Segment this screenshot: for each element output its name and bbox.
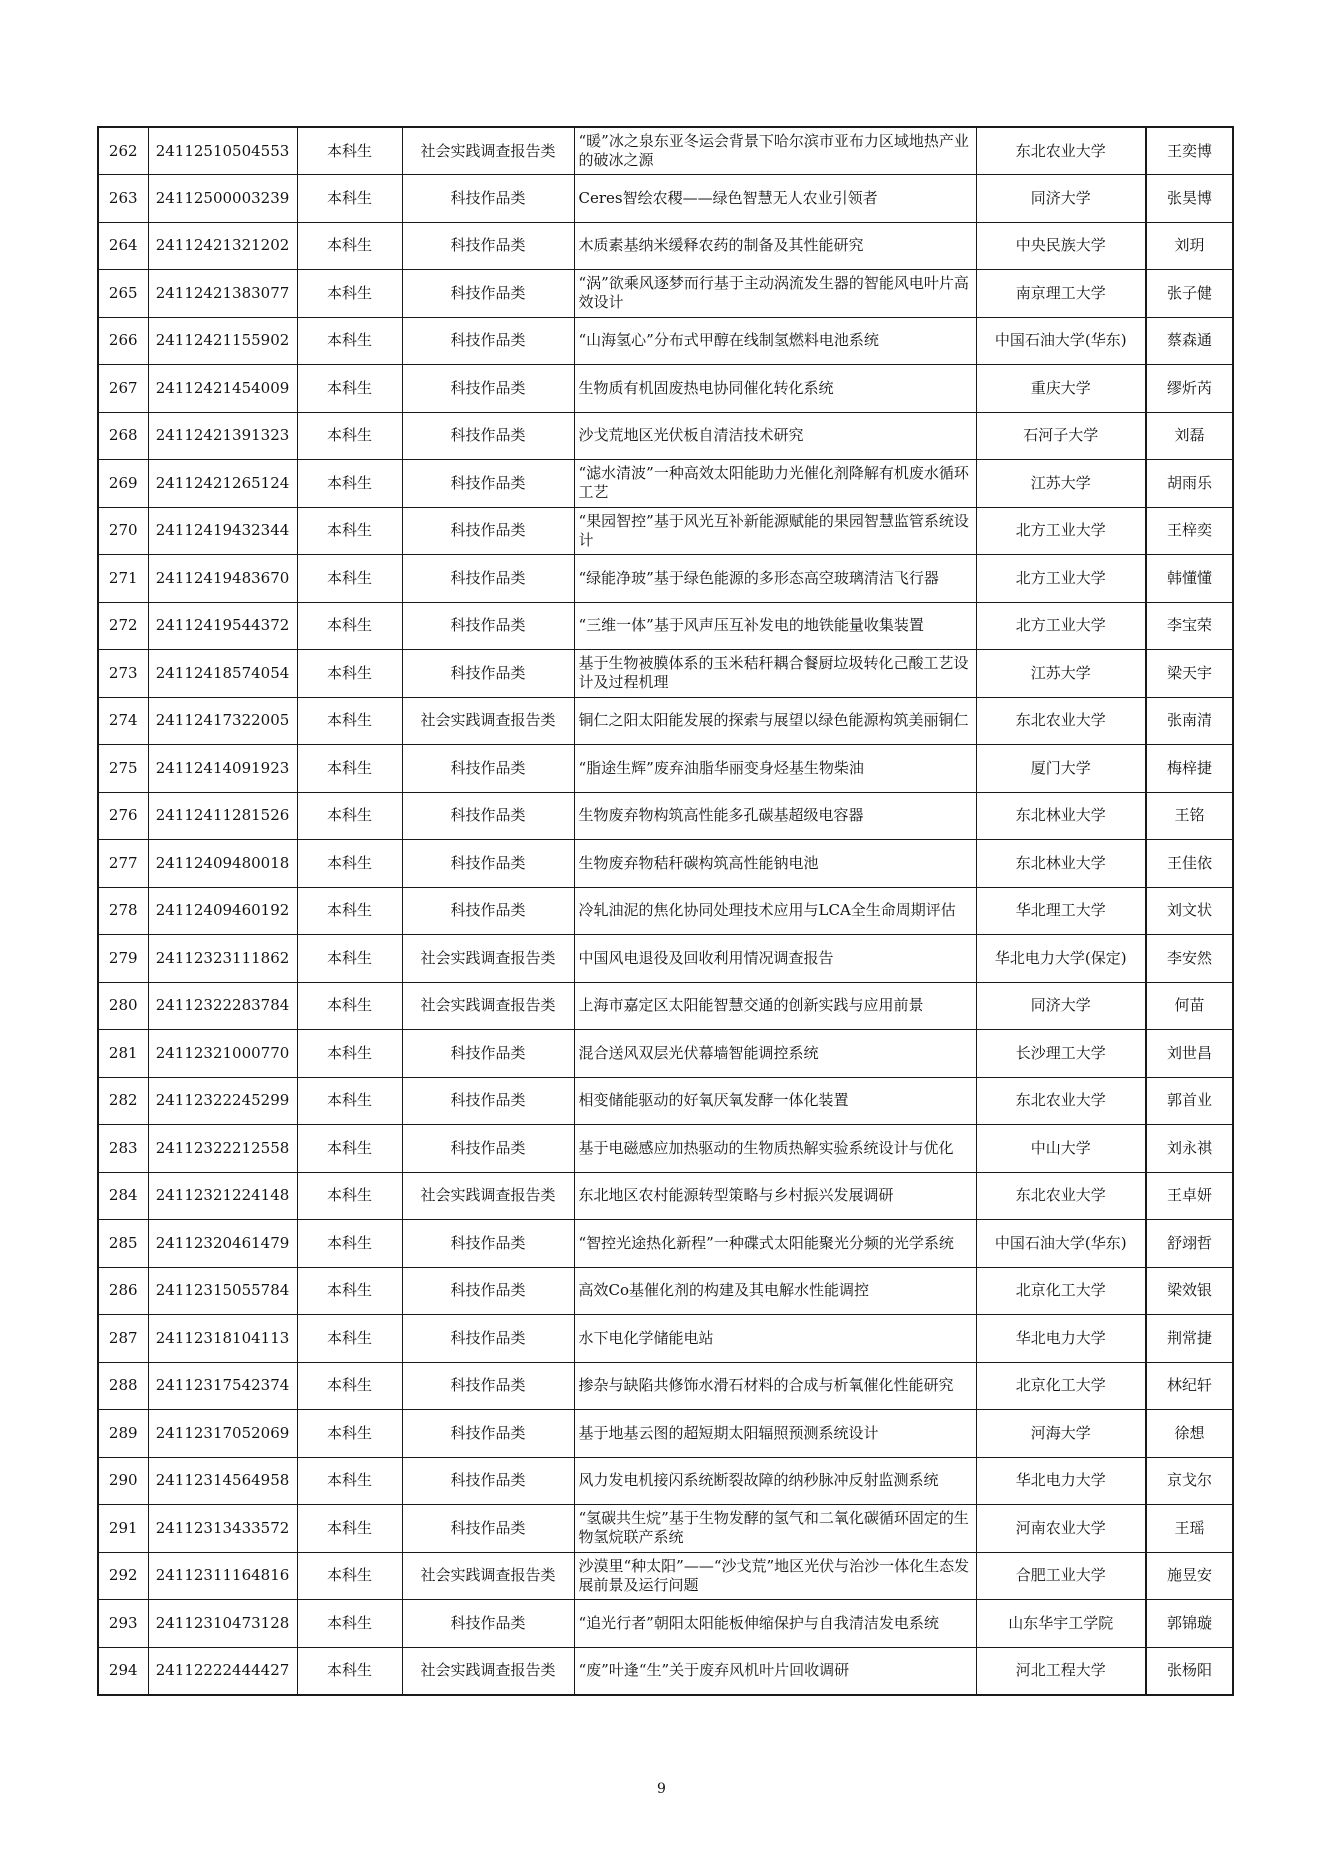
student-level-cell: 本科生 <box>297 1410 402 1458</box>
table-row <box>98 1457 1233 1505</box>
name-cell: 刘永祺 <box>1146 1125 1233 1173</box>
student-level-cell: 本科生 <box>297 507 402 555</box>
entry-title-cell: 生物废弃物秸秆碳构筑高性能钠电池 <box>574 840 976 888</box>
name-cell: 缪炘芮 <box>1146 365 1233 413</box>
row-number-cell: 286 <box>98 1267 148 1315</box>
student-level-cell: 本科生 <box>297 127 402 175</box>
table-row <box>98 175 1233 223</box>
row-number-cell: 278 <box>98 887 148 935</box>
university-cell: 江苏大学 <box>976 650 1146 698</box>
university-cell: 河南农业大学 <box>976 1505 1146 1553</box>
entry-category-cell: 科技作品类 <box>402 792 574 840</box>
entry-title-cell: Ceres智绘农稷——绿色智慧无人农业引领者 <box>574 175 976 223</box>
university-cell: 东北林业大学 <box>976 840 1146 888</box>
university-cell: 河海大学 <box>976 1410 1146 1458</box>
registration-id-cell: 24112321224148 <box>148 1172 297 1220</box>
university-cell: 厦门大学 <box>976 745 1146 793</box>
table-row <box>98 697 1233 745</box>
name-cell: 张昊博 <box>1146 175 1233 223</box>
entry-category-cell: 科技作品类 <box>402 1030 574 1078</box>
row-number-cell: 279 <box>98 935 148 983</box>
name-cell: 施昱安 <box>1146 1552 1233 1600</box>
name-cell: 李安然 <box>1146 935 1233 983</box>
entry-title-cell: 混合送风双层光伏幕墙智能调控系统 <box>574 1030 976 1078</box>
table-row <box>98 1647 1233 1695</box>
entry-category-cell: 社会实践调查报告类 <box>402 127 574 175</box>
student-level-cell: 本科生 <box>297 1457 402 1505</box>
student-level-cell: 本科生 <box>297 840 402 888</box>
entry-category-cell: 科技作品类 <box>402 1267 574 1315</box>
row-number-cell: 277 <box>98 840 148 888</box>
student-level-cell: 本科生 <box>297 222 402 270</box>
registration-id-cell: 24112320461479 <box>148 1220 297 1268</box>
university-cell: 江苏大学 <box>976 460 1146 508</box>
entry-title-cell: 水下电化学储能电站 <box>574 1315 976 1363</box>
student-level-cell: 本科生 <box>297 745 402 793</box>
entry-title-cell: 掺杂与缺陷共修饰水滑石材料的合成与析氧催化性能研究 <box>574 1362 976 1410</box>
name-cell: 郭首业 <box>1146 1077 1233 1125</box>
entry-category-cell: 科技作品类 <box>402 365 574 413</box>
table-row <box>98 1125 1233 1173</box>
entry-category-cell: 社会实践调查报告类 <box>402 697 574 745</box>
row-number-cell: 264 <box>98 222 148 270</box>
entries-table <box>97 126 1234 1696</box>
table-row <box>98 1552 1233 1600</box>
row-number-cell: 293 <box>98 1600 148 1648</box>
registration-id-cell: 24112318104113 <box>148 1315 297 1363</box>
name-cell: 张子健 <box>1146 270 1233 318</box>
table-row <box>98 840 1233 888</box>
entry-category-cell: 科技作品类 <box>402 1220 574 1268</box>
entry-title-cell: “山海氢心”分布式甲醇在线制氢燃料电池系统 <box>574 317 976 365</box>
table-row <box>98 650 1233 698</box>
university-cell: 北方工业大学 <box>976 507 1146 555</box>
university-cell: 长沙理工大学 <box>976 1030 1146 1078</box>
name-cell: 刘世昌 <box>1146 1030 1233 1078</box>
name-cell: 梁天宇 <box>1146 650 1233 698</box>
registration-id-cell: 24112419483670 <box>148 555 297 603</box>
table-row <box>98 365 1233 413</box>
student-level-cell: 本科生 <box>297 1125 402 1173</box>
registration-id-cell: 24112409480018 <box>148 840 297 888</box>
row-number-cell: 270 <box>98 507 148 555</box>
table-row <box>98 1030 1233 1078</box>
row-number-cell: 275 <box>98 745 148 793</box>
table-row <box>98 1505 1233 1553</box>
student-level-cell: 本科生 <box>297 555 402 603</box>
name-cell: 王佳依 <box>1146 840 1233 888</box>
student-level-cell: 本科生 <box>297 887 402 935</box>
name-cell: 何苗 <box>1146 982 1233 1030</box>
entry-category-cell: 科技作品类 <box>402 602 574 650</box>
student-level-cell: 本科生 <box>297 412 402 460</box>
name-cell: 胡雨乐 <box>1146 460 1233 508</box>
entry-category-cell: 科技作品类 <box>402 1315 574 1363</box>
registration-id-cell: 24112418574054 <box>148 650 297 698</box>
entry-title-cell: 基于生物被膜体系的玉米秸秆耦合餐厨垃圾转化己酸工艺设计及过程机理 <box>574 650 976 698</box>
entry-title-cell: 冷轧油泥的焦化协同处理技术应用与LCA全生命周期评估 <box>574 887 976 935</box>
table-row <box>98 555 1233 603</box>
row-number-cell: 290 <box>98 1457 148 1505</box>
entry-title-cell: 相变储能驱动的好氧厌氧发酵一体化装置 <box>574 1077 976 1125</box>
row-number-cell: 265 <box>98 270 148 318</box>
row-number-cell: 280 <box>98 982 148 1030</box>
row-number-cell: 292 <box>98 1552 148 1600</box>
university-cell: 北方工业大学 <box>976 602 1146 650</box>
university-cell: 石河子大学 <box>976 412 1146 460</box>
row-number-cell: 262 <box>98 127 148 175</box>
student-level-cell: 本科生 <box>297 1172 402 1220</box>
student-level-cell: 本科生 <box>297 935 402 983</box>
table-row <box>98 1410 1233 1458</box>
name-cell: 梅梓捷 <box>1146 745 1233 793</box>
table-row <box>98 745 1233 793</box>
university-cell: 华北电力大学 <box>976 1315 1146 1363</box>
name-cell: 郭锦璇 <box>1146 1600 1233 1648</box>
registration-id-cell: 24112419432344 <box>148 507 297 555</box>
university-cell: 东北农业大学 <box>976 1172 1146 1220</box>
row-number-cell: 263 <box>98 175 148 223</box>
row-number-cell: 269 <box>98 460 148 508</box>
university-cell: 华北电力大学 <box>976 1457 1146 1505</box>
row-number-cell: 284 <box>98 1172 148 1220</box>
entry-title-cell: 基于电磁感应加热驱动的生物质热解实验系统设计与优化 <box>574 1125 976 1173</box>
registration-id-cell: 24112421391323 <box>148 412 297 460</box>
row-number-cell: 281 <box>98 1030 148 1078</box>
row-number-cell: 289 <box>98 1410 148 1458</box>
row-number-cell: 288 <box>98 1362 148 1410</box>
entry-title-cell: “氢碳共生烷”基于生物发酵的氢气和二氧化碳循环固定的生物氢烷联产系统 <box>574 1505 976 1553</box>
entry-title-cell: 上海市嘉定区太阳能智慧交通的创新实践与应用前景 <box>574 982 976 1030</box>
university-cell: 华北理工大学 <box>976 887 1146 935</box>
row-number-cell: 287 <box>98 1315 148 1363</box>
entry-category-cell: 科技作品类 <box>402 507 574 555</box>
table-row <box>98 935 1233 983</box>
name-cell: 李宝荣 <box>1146 602 1233 650</box>
registration-id-cell: 24112411281526 <box>148 792 297 840</box>
entry-category-cell: 科技作品类 <box>402 1505 574 1553</box>
name-cell: 刘磊 <box>1146 412 1233 460</box>
registration-id-cell: 24112317052069 <box>148 1410 297 1458</box>
registration-id-cell: 24112417322005 <box>148 697 297 745</box>
table-row <box>98 270 1233 318</box>
table-row <box>98 1172 1233 1220</box>
university-cell: 中国石油大学(华东) <box>976 1220 1146 1268</box>
university-cell: 华北电力大学(保定) <box>976 935 1146 983</box>
entry-category-cell: 科技作品类 <box>402 1077 574 1125</box>
registration-id-cell: 24112322212558 <box>148 1125 297 1173</box>
row-number-cell: 285 <box>98 1220 148 1268</box>
row-number-cell: 272 <box>98 602 148 650</box>
student-level-cell: 本科生 <box>297 792 402 840</box>
table-row <box>98 507 1233 555</box>
entry-title-cell: 木质素基纳米缓释农药的制备及其性能研究 <box>574 222 976 270</box>
table-row <box>98 1077 1233 1125</box>
entry-category-cell: 科技作品类 <box>402 1457 574 1505</box>
student-level-cell: 本科生 <box>297 1362 402 1410</box>
university-cell: 同济大学 <box>976 175 1146 223</box>
table-row <box>98 127 1233 175</box>
row-number-cell: 266 <box>98 317 148 365</box>
entry-title-cell: 风力发电机接闪系统断裂故障的纳秒脉冲反射监测系统 <box>574 1457 976 1505</box>
entry-category-cell: 科技作品类 <box>402 745 574 793</box>
university-cell: 东北农业大学 <box>976 127 1146 175</box>
table-row <box>98 317 1233 365</box>
student-level-cell: 本科生 <box>297 650 402 698</box>
name-cell: 王铭 <box>1146 792 1233 840</box>
entry-title-cell: 沙漠里“种太阳”——“沙戈荒”地区光伏与治沙一体化生态发展前景及运行问题 <box>574 1552 976 1600</box>
university-cell: 东北农业大学 <box>976 1077 1146 1125</box>
table-row <box>98 887 1233 935</box>
registration-id-cell: 24112421155902 <box>148 317 297 365</box>
entry-category-cell: 社会实践调查报告类 <box>402 935 574 983</box>
page-number: 9 <box>657 1781 666 1797</box>
student-level-cell: 本科生 <box>297 982 402 1030</box>
name-cell: 林纪轩 <box>1146 1362 1233 1410</box>
entry-category-cell: 科技作品类 <box>402 1600 574 1648</box>
university-cell: 中山大学 <box>976 1125 1146 1173</box>
registration-id-cell: 24112322245299 <box>148 1077 297 1125</box>
entry-title-cell: “绿能净玻”基于绿色能源的多形态高空玻璃清洁飞行器 <box>574 555 976 603</box>
student-level-cell: 本科生 <box>297 1600 402 1648</box>
registration-id-cell: 24112419544372 <box>148 602 297 650</box>
student-level-cell: 本科生 <box>297 1647 402 1695</box>
entry-category-cell: 科技作品类 <box>402 650 574 698</box>
student-level-cell: 本科生 <box>297 1220 402 1268</box>
row-number-cell: 267 <box>98 365 148 413</box>
registration-id-cell: 24112421383077 <box>148 270 297 318</box>
entry-category-cell: 科技作品类 <box>402 222 574 270</box>
registration-id-cell: 24112313433572 <box>148 1505 297 1553</box>
row-number-cell: 276 <box>98 792 148 840</box>
registration-id-cell: 24112310473128 <box>148 1600 297 1648</box>
entry-category-cell: 社会实践调查报告类 <box>402 982 574 1030</box>
table-row <box>98 222 1233 270</box>
entry-category-cell: 科技作品类 <box>402 270 574 318</box>
student-level-cell: 本科生 <box>297 270 402 318</box>
entry-title-cell: 高效Co基催化剂的构建及其电解水性能调控 <box>574 1267 976 1315</box>
registration-id-cell: 24112510504553 <box>148 127 297 175</box>
university-cell: 河北工程大学 <box>976 1647 1146 1695</box>
name-cell: 京戈尔 <box>1146 1457 1233 1505</box>
entry-category-cell: 科技作品类 <box>402 317 574 365</box>
entry-category-cell: 科技作品类 <box>402 1410 574 1458</box>
name-cell: 王奕博 <box>1146 127 1233 175</box>
row-number-cell: 273 <box>98 650 148 698</box>
university-cell: 重庆大学 <box>976 365 1146 413</box>
university-cell: 同济大学 <box>976 982 1146 1030</box>
name-cell: 舒翊哲 <box>1146 1220 1233 1268</box>
registration-id-cell: 24112311164816 <box>148 1552 297 1600</box>
table-row <box>98 1315 1233 1363</box>
student-level-cell: 本科生 <box>297 460 402 508</box>
entry-category-cell: 社会实践调查报告类 <box>402 1552 574 1600</box>
entry-category-cell: 科技作品类 <box>402 460 574 508</box>
name-cell: 张杨阳 <box>1146 1647 1233 1695</box>
registration-id-cell: 24112421321202 <box>148 222 297 270</box>
row-number-cell: 274 <box>98 697 148 745</box>
name-cell: 王卓妍 <box>1146 1172 1233 1220</box>
row-number-cell: 291 <box>98 1505 148 1553</box>
registration-id-cell: 24112409460192 <box>148 887 297 935</box>
university-cell: 中央民族大学 <box>976 222 1146 270</box>
name-cell: 徐想 <box>1146 1410 1233 1458</box>
student-level-cell: 本科生 <box>297 1552 402 1600</box>
university-cell: 东北农业大学 <box>976 697 1146 745</box>
table-row <box>98 1220 1233 1268</box>
university-cell: 山东华宇工学院 <box>976 1600 1146 1648</box>
row-number-cell: 294 <box>98 1647 148 1695</box>
entry-title-cell: 基于地基云图的超短期太阳辐照预测系统设计 <box>574 1410 976 1458</box>
table-row <box>98 792 1233 840</box>
registration-id-cell: 24112414091923 <box>148 745 297 793</box>
entry-title-cell: “三维一体”基于风声压互补发电的地铁能量收集装置 <box>574 602 976 650</box>
entry-title-cell: “废”叶逢“生”关于废弃风机叶片回收调研 <box>574 1647 976 1695</box>
entry-title-cell: 铜仁之阳太阳能发展的探索与展望以绿色能源构筑美丽铜仁 <box>574 697 976 745</box>
entry-title-cell: 沙戈荒地区光伏板自清洁技术研究 <box>574 412 976 460</box>
name-cell: 张南清 <box>1146 697 1233 745</box>
student-level-cell: 本科生 <box>297 697 402 745</box>
entry-category-cell: 科技作品类 <box>402 555 574 603</box>
student-level-cell: 本科生 <box>297 317 402 365</box>
name-cell: 刘文状 <box>1146 887 1233 935</box>
student-level-cell: 本科生 <box>297 602 402 650</box>
table-row <box>98 1267 1233 1315</box>
registration-id-cell: 24112500003239 <box>148 175 297 223</box>
row-number-cell: 271 <box>98 555 148 603</box>
university-cell: 东北林业大学 <box>976 792 1146 840</box>
entry-category-cell: 科技作品类 <box>402 412 574 460</box>
entry-category-cell: 社会实践调查报告类 <box>402 1647 574 1695</box>
registration-id-cell: 24112323111862 <box>148 935 297 983</box>
student-level-cell: 本科生 <box>297 1315 402 1363</box>
student-level-cell: 本科生 <box>297 1267 402 1315</box>
student-level-cell: 本科生 <box>297 175 402 223</box>
entry-title-cell: 生物质有机固废热电协同催化转化系统 <box>574 365 976 413</box>
student-level-cell: 本科生 <box>297 1030 402 1078</box>
student-level-cell: 本科生 <box>297 1505 402 1553</box>
entry-title-cell: “暖”冰之泉东亚冬运会背景下哈尔滨市亚布力区域地热产业的破冰之源 <box>574 127 976 175</box>
university-cell: 合肥工业大学 <box>976 1552 1146 1600</box>
name-cell: 王梓奕 <box>1146 507 1233 555</box>
university-cell: 北京化工大学 <box>976 1267 1146 1315</box>
name-cell: 荆常捷 <box>1146 1315 1233 1363</box>
entry-category-cell: 科技作品类 <box>402 840 574 888</box>
university-cell: 北京化工大学 <box>976 1362 1146 1410</box>
table-row <box>98 1600 1233 1648</box>
entry-category-cell: 科技作品类 <box>402 1125 574 1173</box>
entry-title-cell: “滤水清波”一种高效太阳能助力光催化剂降解有机废水循环工艺 <box>574 460 976 508</box>
entry-title-cell: 生物废弃物构筑高性能多孔碳基超级电容器 <box>574 792 976 840</box>
row-number-cell: 268 <box>98 412 148 460</box>
table-row <box>98 1362 1233 1410</box>
table-row <box>98 602 1233 650</box>
registration-id-cell: 24112421454009 <box>148 365 297 413</box>
university-cell: 南京理工大学 <box>976 270 1146 318</box>
table-row <box>98 982 1233 1030</box>
row-number-cell: 282 <box>98 1077 148 1125</box>
entry-category-cell: 科技作品类 <box>402 1362 574 1410</box>
registration-id-cell: 24112317542374 <box>148 1362 297 1410</box>
table-row <box>98 412 1233 460</box>
registration-id-cell: 24112322283784 <box>148 982 297 1030</box>
university-cell: 北方工业大学 <box>976 555 1146 603</box>
entry-title-cell: “智控光途热化新程”一种碟式太阳能聚光分频的光学系统 <box>574 1220 976 1268</box>
student-level-cell: 本科生 <box>297 365 402 413</box>
registration-id-cell: 24112421265124 <box>148 460 297 508</box>
registration-id-cell: 24112222444427 <box>148 1647 297 1695</box>
entry-title-cell: 东北地区农村能源转型策略与乡村振兴发展调研 <box>574 1172 976 1220</box>
table-row <box>98 460 1233 508</box>
registration-id-cell: 24112314564958 <box>148 1457 297 1505</box>
name-cell: 刘玥 <box>1146 222 1233 270</box>
entry-title-cell: “追光行者”朝阳太阳能板伸缩保护与自我清洁发电系统 <box>574 1600 976 1648</box>
entry-title-cell: “涡”欲乘风逐梦而行基于主动涡流发生器的智能风电叶片高效设计 <box>574 270 976 318</box>
entry-category-cell: 社会实践调查报告类 <box>402 1172 574 1220</box>
name-cell: 梁效银 <box>1146 1267 1233 1315</box>
row-number-cell: 283 <box>98 1125 148 1173</box>
name-cell: 蔡森通 <box>1146 317 1233 365</box>
table-body <box>98 127 1233 1695</box>
entry-title-cell: “脂途生辉”废弃油脂华丽变身烃基生物柴油 <box>574 745 976 793</box>
name-cell: 韩懂懂 <box>1146 555 1233 603</box>
entry-title-cell: “果园智控”基于风光互补新能源赋能的果园智慧监管系统设计 <box>574 507 976 555</box>
name-cell: 王瑶 <box>1146 1505 1233 1553</box>
university-cell: 中国石油大学(华东) <box>976 317 1146 365</box>
registration-id-cell: 24112321000770 <box>148 1030 297 1078</box>
entry-category-cell: 科技作品类 <box>402 175 574 223</box>
entry-title-cell: 中国风电退役及回收利用情况调查报告 <box>574 935 976 983</box>
student-level-cell: 本科生 <box>297 1077 402 1125</box>
entry-category-cell: 科技作品类 <box>402 887 574 935</box>
registration-id-cell: 24112315055784 <box>148 1267 297 1315</box>
